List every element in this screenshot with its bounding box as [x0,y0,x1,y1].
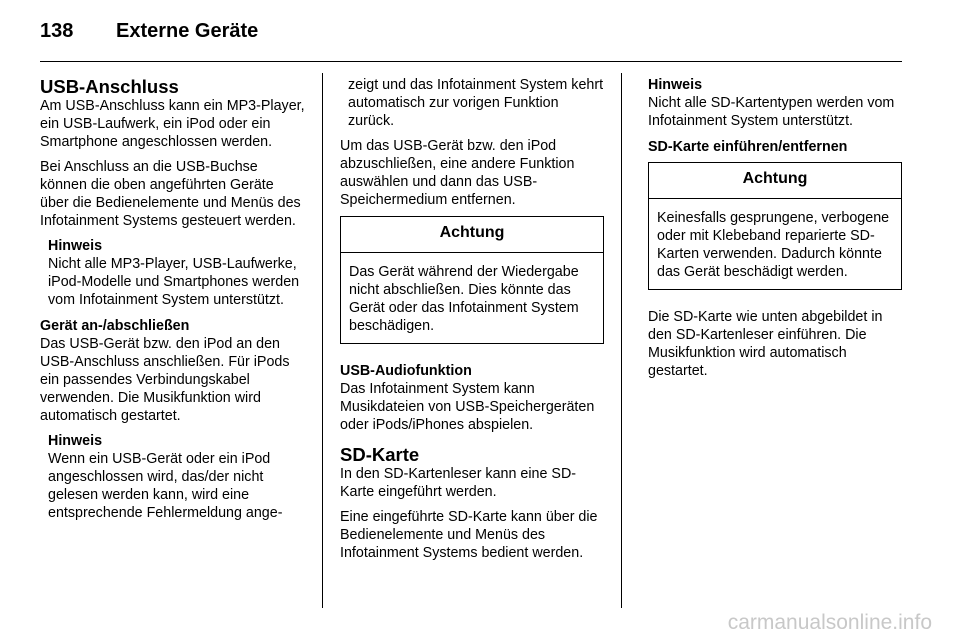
section-heading-sd: SD-Karte [340,444,420,465]
paragraph: Bei Anschluss an die USB-Buchse können die oben angeführten Geräte über die Bedienelemente und Menüs des Infotainment Systems gesteuert werden. [40,159,301,229]
column-3 [648,76,902,387]
paragraph: Das Infotainment System kann Musikdateien von USB-Speichergeräten oder iPods/iPhones abspielen. [340,381,595,433]
column-divider-2 [621,73,622,608]
caution-title: Achtung [341,217,603,253]
section-heading-usb: USB-Anschluss [40,76,179,97]
column-2 [340,76,604,569]
caution-title: Achtung [649,163,901,199]
subheading-connect: Gerät an-/abschließen [40,318,190,334]
note-label: Hinweis [48,238,103,254]
paragraph: Am USB-Anschluss kann ein MP3-Player, ein USB-Laufwerk, ein iPod oder ein Smartphone angeschlossen werden. [40,98,305,150]
column-1 [40,76,306,530]
paragraph: Um das USB-Gerät bzw. den iPod abzuschließen, eine andere Funktion auswählen und dann das USB-Speichermedium entfernen. [340,138,575,208]
paragraph: Das USB-Gerät bzw. den iPod an den USB-Anschluss anschließen. Für iPods ein passendes Verbindungskabel verwenden. Die Musikfunktion wird automatisch gestartet. [40,336,290,424]
caution-box [340,216,604,344]
caution-box [648,162,902,290]
note-label: Hinweis [648,77,703,93]
paragraph: Die SD-Karte wie unten abgebildet in den SD-Kartenleser einführen. Die Musikfunktion wird automatisch gestartet. [648,309,883,379]
note-box [648,76,902,130]
note-text: Wenn ein USB-Gerät oder ein iPod angeschlossen wird, das/der nicht gelesen werden kann, wird eine entsprechende Fehlermeldung ange- [48,451,283,521]
paragraph: Eine eingeführte SD-Karte kann über die Bedienelemente und Menüs des Infotainment Systems bedient werden. [340,509,598,561]
caution-text: Das Gerät während der Wiedergabe nicht abschließen. Dies könnte das Gerät oder das Infotainment System beschädigen. [349,264,579,334]
page-header [0,0,960,62]
subheading-usb-audio: USB-Audiofunktion [340,363,472,379]
note-continuation: zeigt und das Infotainment System kehrt automatisch zur vorigen Funktion zurück. [348,77,604,129]
paragraph: In den SD-Kartenleser kann eine SD-Karte eingeführt werden. [340,466,577,500]
subheading-sd-insert: SD-Karte einführen/entfernen [648,139,848,155]
column-divider-1 [322,73,323,608]
note-box [40,432,306,522]
note-text: Nicht alle MP3-Player, USB-Laufwerke, iPod-Modelle und Smartphones werden vom Infotainment System unterstützt. [48,256,300,308]
note-text: Nicht alle SD-Kartentypen werden vom Infotainment System unterstützt. [648,95,895,129]
caution-text: Keinesfalls gesprungene, verbogene oder mit Klebeband reparierte SD-Karten verwenden. Dadurch könnte das Gerät beschädigt werden. [657,210,890,280]
note-box [40,237,306,309]
page-number: 138 [40,20,74,42]
watermark: carmanualsonline.info [727,611,932,634]
page-title: Externe Geräte [116,20,259,42]
note-label: Hinweis [48,433,103,449]
header-rule [40,61,902,62]
